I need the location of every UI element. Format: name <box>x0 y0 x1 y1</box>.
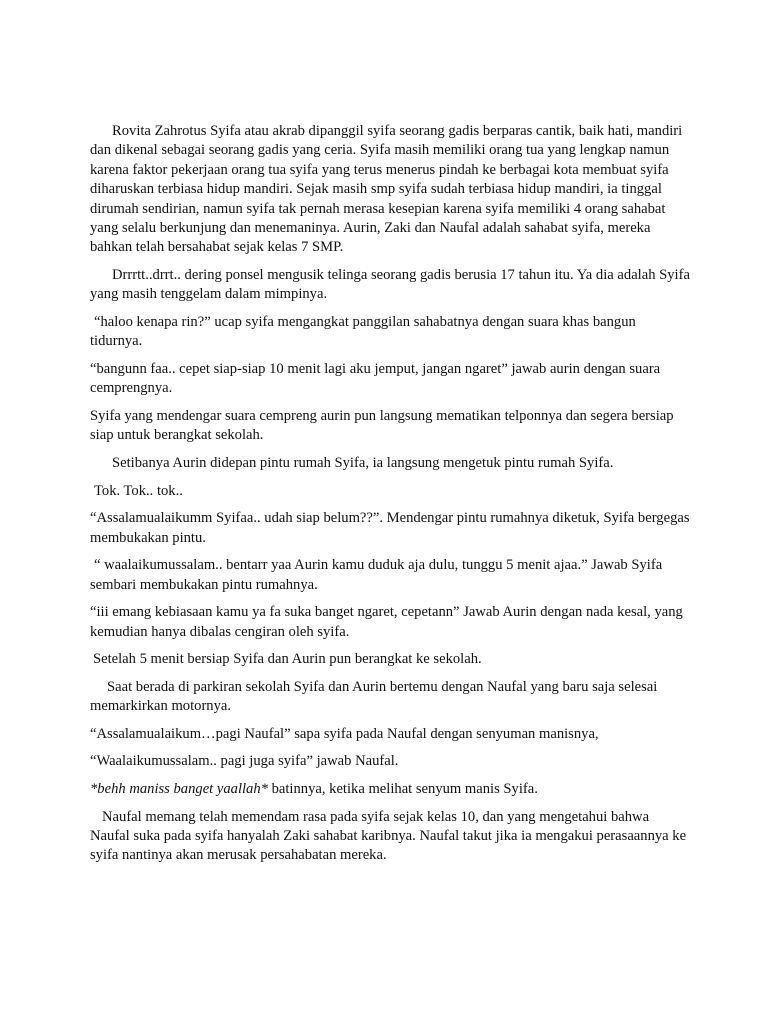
paragraph-syifa-prepares: Syifa yang mendengar suara cempreng aurin pun langsung mematikan telponnya dan segera bersiap siap untuk berangkat sekolah. <box>90 408 674 444</box>
document-page <box>90 122 690 874</box>
paragraph-naufal-thought <box>90 780 690 799</box>
paragraph-dialogue-syifa-reply: “ waalaikumussalam.. bentarr yaa Aurin kamu duduk aja dulu, tunggu 5 menit ajaa.” Jawab Syifa sembari membukakan pintu rumahnya. <box>90 557 663 593</box>
paragraph-phone-ring: Drrrtt..drrt.. dering ponsel mengusik telinga seorang gadis berusia 17 tahun itu. Ya dia adalah Syifa yang masih tenggelam dalam mimpinya. <box>90 267 690 303</box>
paragraph-dialogue-aurin-greeting: “Assalamualaikumm Syifaa.. udah siap belum??”. Mendengar pintu rumahnya diketuk, Syifa bergegas membukakan pintu. <box>90 510 690 546</box>
paragraph-naufal-secret: Naufal memang telah memendam rasa pada syifa sejak kelas 10, dan yang mengetahui bahwa Naufal suka pada syifa hanyalah Zaki sahabat karibnya. Naufal takut jika ia mengakui perasaannya ke syifa nantinya akan merusak persahabatan mereka. <box>90 808 687 864</box>
italic-inner-thought: *behh maniss banget yaallah* <box>90 781 268 797</box>
paragraph-intro: Rovita Zahrotus Syifa atau akrab dipanggil syifa seorang gadis berparas cantik, baik hati, mandiri dan dikenal sebagai seorang gadis yang ceria. Syifa masih memiliki orang tua yang lengkap namun karena faktor pekerjaan orang tua syifa yang terus menerus pindah ke berbagai kota membuat syifa diharuskan terbiasa hidup mandiri. Sejak masih smp syifa sudah terbiasa hidup mandiri, ia tinggal dirumah sendirian, namun syifa tak pernah merasa kesepian karena syifa memiliki 4 orang sahabat yang selalu berkunjung dan menemaninya. Aurin, Zaki dan Naufal adalah sahabat syifa, mereka bahkan telah bersahabat sejak kelas 7 SMP. <box>90 123 683 256</box>
paragraph-knock: Tok. Tok.. tok.. <box>94 482 183 499</box>
paragraph-leave-for-school: Setelah 5 menit bersiap Syifa dan Aurin pun berangkat ke sekolah. <box>93 651 482 668</box>
paragraph-dialogue-naufal-reply: “Waalaikumussalam.. pagi juga syifa” jawab Naufal. <box>90 753 399 770</box>
paragraph-dialogue-syifa-greets-naufal: “Assalamualaikum…pagi Naufal” sapa syifa pada Naufal dengan senyuman manisnya, <box>90 725 599 742</box>
paragraph-aurin-arrives: Setibanya Aurin didepan pintu rumah Syifa, ia langsung mengetuk pintu rumah Syifa. <box>112 455 614 472</box>
paragraph-dialogue-aurin-wake: “bangunn faa.. cepet siap-siap 10 menit lagi aku jemput, jangan ngaret” jawab aurin dengan suara cemprengnya. <box>90 361 661 397</box>
thought-description: batinnya, ketika melihat senyum manis Syifa. <box>267 781 538 797</box>
paragraph-parking-lot: Saat berada di parkiran sekolah Syifa dan Aurin bertemu dengan Naufal yang baru saja selesai memarkirkan motornya. <box>90 678 658 715</box>
paragraph-dialogue-syifa-answer: “haloo kenapa rin?” ucap syifa mengangkat panggilan sahabatnya dengan suara khas bangun tidurnya. <box>90 314 636 350</box>
paragraph-dialogue-aurin-annoyed: “iii emang kebiasaan kamu ya fa suka banget ngaret, cepetann” Jawab Aurin dengan nada kesal, yang kemudian hanya dibalas cengiran oleh syifa. <box>90 604 683 640</box>
